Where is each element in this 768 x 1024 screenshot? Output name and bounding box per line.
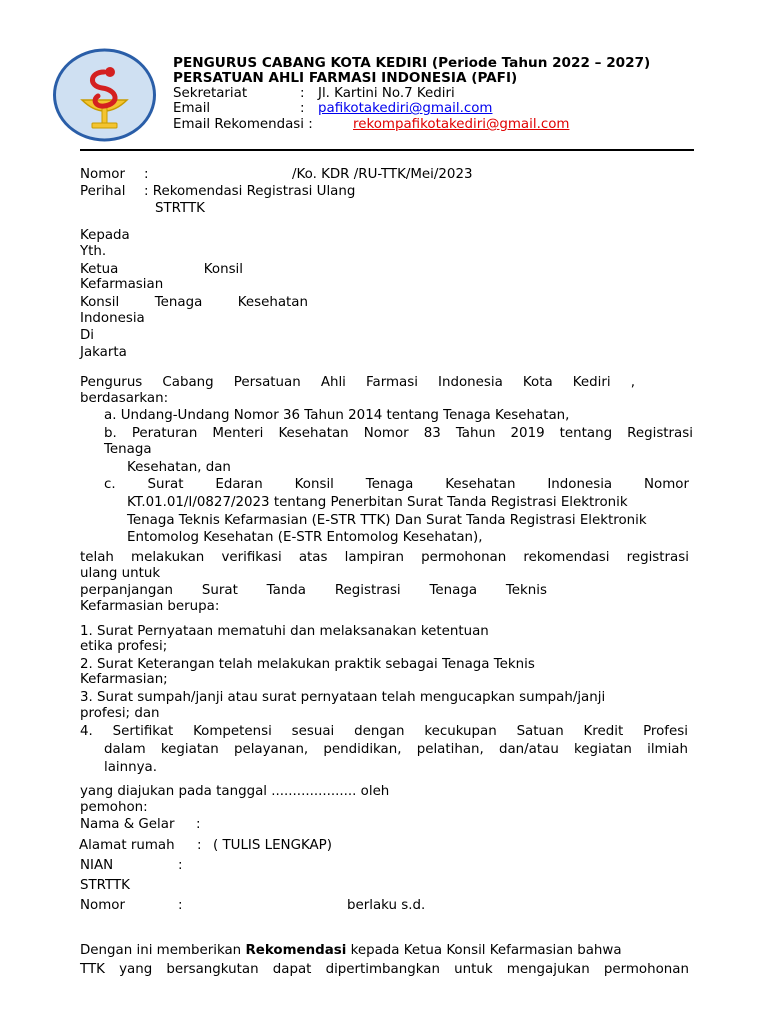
- word: Tenaga: [154, 295, 203, 310]
- item-1: 1. Surat Pernyataan mematuhi dan melaksanakan ketentuan: [80, 624, 489, 639]
- kepada: Kepada: [80, 228, 130, 243]
- strttk-nomor-label: Nomor: [80, 898, 125, 913]
- basis-c-2: KT.01.01/I/0827/2023 tentang Penerbitan Surat Tanda Registrasi Elektronik: [127, 495, 628, 510]
- word: Kota: [522, 375, 553, 390]
- org-subtitle: PERSATUAN AHLI FARMASI INDONESIA (PAFI): [173, 70, 518, 86]
- recipient-di: Di: [80, 328, 95, 343]
- word: Tanda: [266, 583, 307, 598]
- word: pendidikan,: [323, 742, 402, 757]
- word: telah: [80, 550, 114, 565]
- word: pelayanan,: [233, 742, 309, 757]
- intro-line: [80, 375, 635, 390]
- basis-a: a. Undang-Undang Nomor 36 Tahun 2014 tentang Tenaga Kesehatan,: [104, 408, 570, 423]
- word: kecukupan: [424, 724, 497, 739]
- word: Registrasi: [627, 426, 693, 441]
- word: c.: [104, 477, 116, 492]
- word: ilmiah: [647, 742, 688, 757]
- word: atas: [298, 550, 328, 565]
- basis-b-3: Kesehatan, dan: [127, 460, 231, 475]
- word: Kesehatan: [278, 426, 349, 441]
- yang-diajukan: yang diajukan pada tanggal .................... oleh: [80, 784, 390, 799]
- word: Surat: [147, 477, 184, 492]
- word: perpanjangan: [80, 583, 174, 598]
- word: Ahli: [320, 375, 346, 390]
- recipient-city: Jakarta: [80, 345, 127, 360]
- word: melakukan: [131, 550, 205, 565]
- word: 4.: [80, 724, 93, 739]
- item-2: 2. Surat Keterangan telah melakukan praktik sebagai Tenaga Teknis: [80, 657, 535, 672]
- nian-label: NIAN: [80, 858, 114, 873]
- word: permohonan: [603, 962, 689, 977]
- header-divider: [80, 149, 694, 151]
- word: Ketua: [80, 262, 119, 277]
- word: Pengurus: [80, 375, 143, 390]
- word: Persatuan: [233, 375, 301, 390]
- basis-b: [104, 426, 693, 441]
- nomor-label: Nomor: [80, 167, 125, 182]
- email-link[interactable]: pafikotakediri@gmail.com: [318, 101, 493, 116]
- word: Registrasi: [334, 583, 401, 598]
- recipient-line-2: Kefarmasian: [80, 277, 164, 292]
- item-4-cont-2: lainnya.: [104, 760, 158, 775]
- word: Sertifikat: [112, 724, 174, 739]
- word: pelatihan,: [416, 742, 484, 757]
- closing-pre: Dengan ini memberikan: [80, 943, 246, 958]
- item-4: [80, 724, 688, 739]
- intro-line-2: berdasarkan:: [80, 391, 169, 406]
- closing-post: kepada Ketua Konsil Kefarmasian bahwa: [346, 943, 622, 958]
- word: dapat: [272, 962, 312, 977]
- word: 83: [423, 426, 441, 441]
- nomor-value: /Ko. KDR /RU-TTK/Mei/2023: [292, 167, 473, 182]
- word: dipertimbangkan: [325, 962, 440, 977]
- yth: Yth.: [80, 244, 107, 259]
- perpanjangan-line: [80, 583, 547, 598]
- word: Konsil: [203, 262, 243, 277]
- word: Teknis: [505, 583, 547, 598]
- word: dan/atau: [498, 742, 559, 757]
- org-title: PENGURUS CABANG KOTA KEDIRI (Periode Tahun 2022 – 2027): [173, 55, 651, 71]
- word: sesuai: [291, 724, 335, 739]
- word: Peraturan: [131, 426, 198, 441]
- recipient-line-1: [80, 262, 243, 277]
- perihal-label: Perihal: [80, 184, 126, 199]
- word: Tenaga: [429, 583, 478, 598]
- word: mengajukan: [506, 962, 590, 977]
- item-2-cont: Kefarmasian;: [80, 672, 168, 687]
- sekretariat-label: Sekretariat: [173, 86, 248, 101]
- word: Surat: [201, 583, 238, 598]
- strttk-label: STRTTK: [80, 878, 130, 893]
- word: tentang: [559, 426, 613, 441]
- pafi-logo: [52, 48, 157, 142]
- word: kegiatan: [574, 742, 632, 757]
- word: Konsil: [294, 477, 334, 492]
- pemohon: pemohon:: [80, 800, 148, 815]
- email-rekomendasi-label: Email Rekomendasi :: [173, 117, 313, 132]
- sekretariat-address: Jl. Kartini No.7 Kediri: [318, 86, 455, 101]
- word: Konsil: [80, 295, 120, 310]
- word: permohonan: [421, 550, 507, 565]
- recipient-line-3: [80, 295, 308, 310]
- word: Kompetensi: [193, 724, 272, 739]
- word: Edaran: [215, 477, 263, 492]
- word: Nomor: [363, 426, 409, 441]
- telah-line-2: ulang untuk: [80, 566, 161, 581]
- word: Menteri: [212, 426, 264, 441]
- item-3-cont: profesi; dan: [80, 706, 160, 721]
- berlaku-sd: berlaku s.d.: [347, 898, 426, 913]
- basis-c-4: Entomolog Kesehatan (E-STR Entomolog Kesehatan),: [127, 530, 483, 545]
- word: Tahun: [455, 426, 496, 441]
- closing-line-1: [80, 943, 689, 958]
- word: dalam: [104, 742, 146, 757]
- word: Nomor: [644, 477, 689, 492]
- email-label: Email: [173, 101, 211, 116]
- telah-line: [80, 550, 689, 565]
- item-4-cont: [104, 742, 688, 757]
- word: Kediri: [572, 375, 611, 390]
- word: registrasi: [626, 550, 689, 565]
- nomor-colon: :: [144, 167, 149, 182]
- word: kegiatan: [160, 742, 219, 757]
- basis-c-3: Tenaga Teknis Kefarmasian (E-STR TTK) Dan Surat Tanda Registrasi Elektronik: [127, 513, 647, 528]
- word: bersangkutan: [166, 962, 259, 977]
- word: Indonesia: [438, 375, 503, 390]
- word: Profesi: [643, 724, 688, 739]
- word: Tenaga: [365, 477, 414, 492]
- word: dengan: [354, 724, 405, 739]
- word: Kesehatan: [237, 295, 308, 310]
- word: lampiran: [344, 550, 404, 565]
- nama-gelar-label: Nama & Gelar: [80, 817, 175, 832]
- basis-c: [104, 477, 689, 492]
- closing-text: [80, 943, 622, 958]
- word: untuk: [454, 962, 493, 977]
- item-1-cont: etika profesi;: [80, 639, 168, 654]
- word: b.: [104, 426, 117, 441]
- alamat-rumah-colon: :: [197, 838, 202, 853]
- word: TTK: [80, 962, 105, 977]
- email-colon: :: [300, 101, 305, 116]
- rekomendasi-bold: Rekomendasi: [245, 943, 347, 958]
- perihal-value-cont: STRTTK: [155, 201, 205, 216]
- word: Satuan: [516, 724, 564, 739]
- basis-b-2: Tenaga: [104, 442, 152, 457]
- word: Kredit: [583, 724, 624, 739]
- closing-line-2: [80, 962, 689, 977]
- alamat-rumah-label: Alamat rumah: [79, 838, 175, 853]
- word: ,: [630, 375, 635, 390]
- word: Indonesia: [547, 477, 613, 492]
- word: 2019: [510, 426, 545, 441]
- nama-gelar-colon: :: [196, 817, 201, 832]
- word: verifikasi: [221, 550, 282, 565]
- perihal-value: : Rekomendasi Registrasi Ulang: [144, 184, 356, 199]
- email-rekomendasi-link[interactable]: rekompafikotakediri@gmail.com: [353, 117, 570, 132]
- nian-colon: :: [178, 858, 183, 873]
- sekretariat-colon: :: [300, 86, 305, 101]
- alamat-rumah-value: ( TULIS LENGKAP): [213, 838, 332, 853]
- word: rekomendasi: [523, 550, 610, 565]
- recipient-line-4: Indonesia: [80, 311, 145, 326]
- item-3: 3. Surat sumpah/janji atau surat pernyataan telah mengucapkan sumpah/janji: [80, 690, 606, 705]
- strttk-nomor-colon: :: [178, 898, 183, 913]
- word: yang: [119, 962, 153, 977]
- word: Farmasi: [366, 375, 418, 390]
- word: Kesehatan: [445, 477, 516, 492]
- word: Cabang: [162, 375, 214, 390]
- perpanjangan-line-2: Kefarmasian berupa:: [80, 599, 220, 614]
